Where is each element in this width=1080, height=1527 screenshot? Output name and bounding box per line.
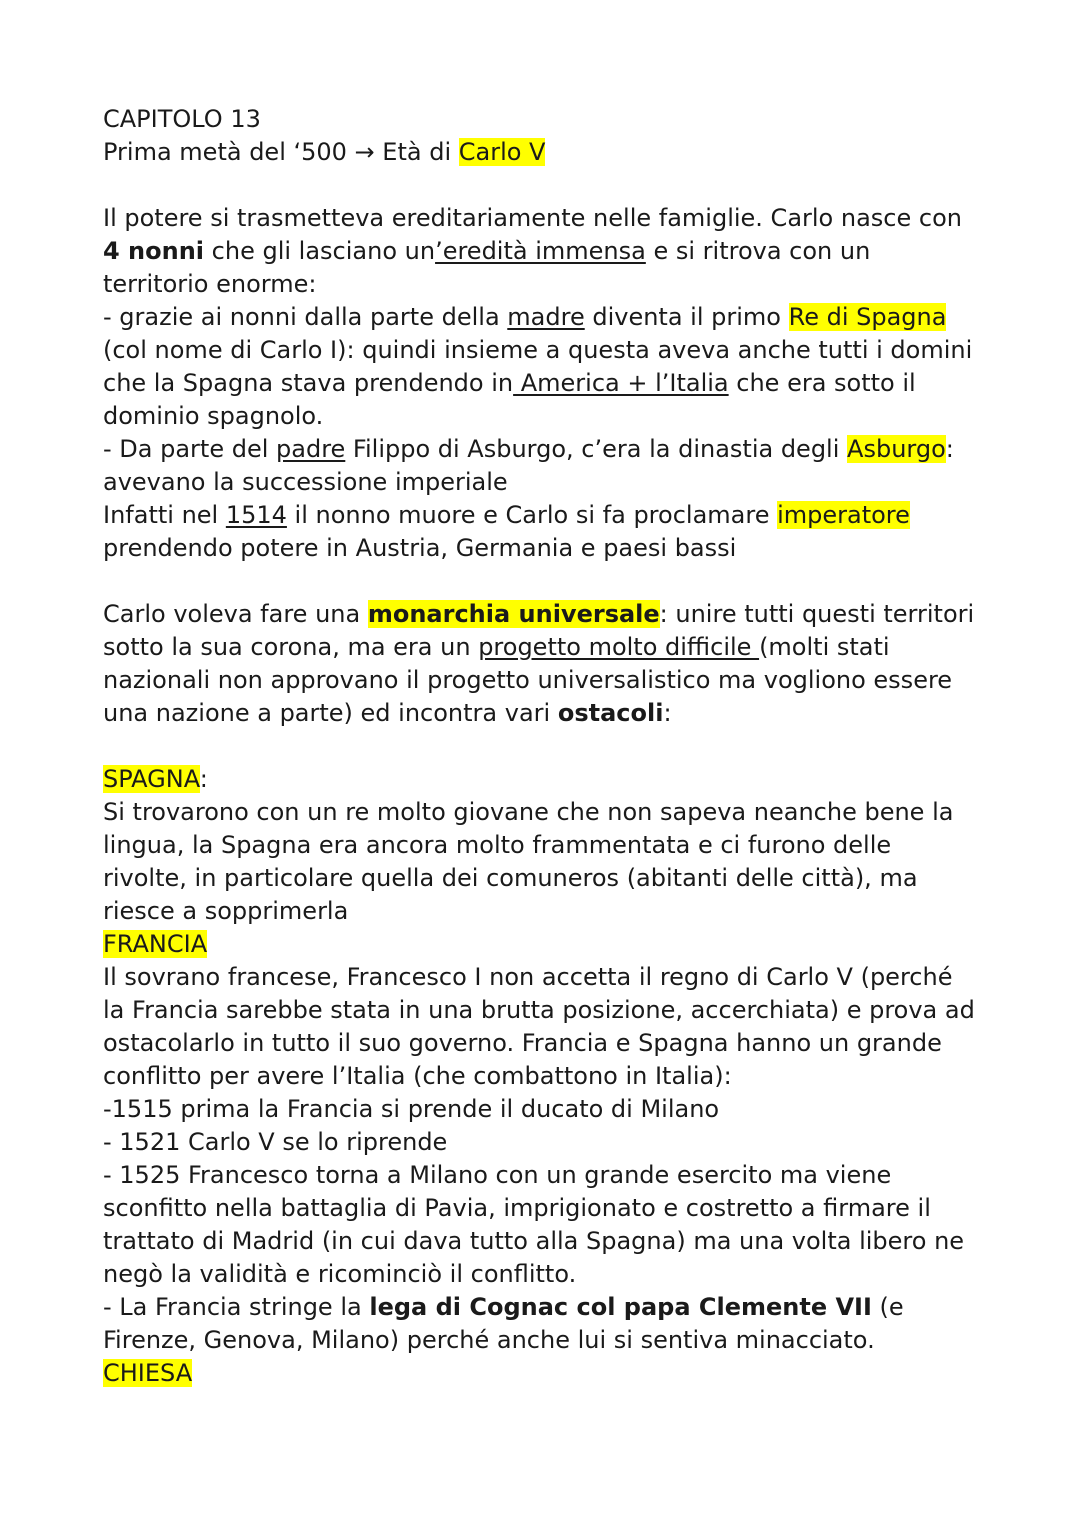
- text-line: rivolte, in particolare quella dei comuneros (abitanti delle città), ma: [103, 864, 918, 892]
- spacer: [103, 169, 1023, 202]
- text-line: ostacolarlo in tutto il suo governo. Francia e Spagna hanno un grande: [103, 1029, 942, 1057]
- highlighted-text: SPAGNA: [103, 765, 200, 793]
- underlined-text: padre: [276, 435, 346, 463]
- text-line: riesce a sopprimerla: [103, 897, 349, 925]
- bold-text: lega di Cognac col papa Clemente VII: [369, 1293, 872, 1321]
- text-line: Infatti nel 1514 il nonno muore e Carlo si fa proclamare imperatore: [103, 501, 910, 529]
- section-heading-chiesa: [103, 1357, 1023, 1390]
- text-line: avevano la successione imperiale: [103, 468, 508, 496]
- text-line: la Francia sarebbe stata in una brutta posizione, accerchiata) e prova ad: [103, 996, 975, 1024]
- title-highlight: Carlo V: [458, 138, 546, 166]
- highlighted-text: Re di Spagna: [788, 303, 947, 331]
- text-line: prendendo potere in Austria, Germania e paesi bassi: [103, 534, 737, 562]
- text-line: negò la validità e ricominciò il conflitto.: [103, 1260, 577, 1288]
- spacer: [103, 730, 1023, 763]
- text-line: (col nome di Carlo I): quindi insieme a questa aveva anche tutti i domini: [103, 336, 973, 364]
- text-line: -1515 prima la Francia si prende il ducato di Milano: [103, 1095, 720, 1123]
- bold-text: 4 nonni: [103, 237, 205, 265]
- title-prefix: Prima metà del ‘500 → Età di: [103, 138, 459, 166]
- text-line: - 1525 Francesco torna a Milano con un grande esercito ma viene: [103, 1161, 892, 1189]
- text-line: Firenze, Genova, Milano) perché anche lui si sentiva minacciato.: [103, 1326, 875, 1354]
- text-line: - La Francia stringe la lega di Cognac col papa Clemente VII (e: [103, 1293, 904, 1321]
- text-line: territorio enorme:: [103, 270, 317, 298]
- text-line: lingua, la Spagna era ancora molto frammentata e ci furono delle: [103, 831, 892, 859]
- text-line: Il sovrano francese, Francesco I non accetta il regno di Carlo V (perché: [103, 963, 953, 991]
- highlighted-text: FRANCIA: [103, 930, 208, 958]
- bold-text: ostacoli: [557, 699, 664, 727]
- text-line: dominio spagnolo.: [103, 402, 324, 430]
- section-heading-spagna: SPAGNA:: [103, 765, 208, 793]
- text-line: Si trovarono con un re molto giovane che non sapeva neanche bene la: [103, 798, 954, 826]
- highlighted-text: CHIESA: [103, 1359, 193, 1387]
- text-line: - 1521 Carlo V se lo riprende: [103, 1128, 448, 1156]
- text-line: sconfitto nella battaglia di Pavia, imprigionato e costretto a firmare il: [103, 1194, 931, 1222]
- text-line: nazionali non approvano il progetto universalistico ma vogliono essere: [103, 666, 953, 694]
- text-line: che la Spagna stava prendendo in America + l’Italia che era sotto il: [103, 369, 916, 397]
- document-page: [103, 103, 1023, 1390]
- text-line: trattato di Madrid (in cui dava tutto alla Spagna) ma una volta libero ne: [103, 1227, 965, 1255]
- text-line: 4 nonni che gli lasciano un’eredità immensa e si ritrova con un: [103, 237, 871, 265]
- text-line: Carlo voleva fare una monarchia universale: unire tutti questi territori: [103, 600, 975, 628]
- text-line: - grazie ai nonni dalla parte della madre diventa il primo Re di Spagna: [103, 303, 947, 331]
- underlined-text: 1514: [225, 501, 287, 529]
- chapter-heading: CAPITOLO 13: [103, 105, 261, 133]
- highlighted-text: imperatore: [777, 501, 910, 529]
- text-line: - Da parte del padre Filippo di Asburgo, c’era la dinastia degli Asburgo:: [103, 435, 954, 463]
- section-heading-francia: [103, 928, 1023, 961]
- text-line: una nazione a parte) ed incontra vari ostacoli:: [103, 699, 672, 727]
- spacer: [103, 565, 1023, 598]
- underlined-text: madre: [507, 303, 585, 331]
- text-line: sotto la sua corona, ma era un progetto molto difficile (molti stati: [103, 633, 890, 661]
- chapter-title: [103, 136, 1023, 169]
- text-line: Il potere si trasmetteva ereditariamente nelle famiglie. Carlo nasce con: [103, 204, 962, 232]
- highlighted-bold-text: monarchia universale: [367, 600, 660, 628]
- underlined-text: progetto molto difficile: [478, 633, 760, 661]
- underlined-text: ’eredità immensa: [435, 237, 646, 265]
- underlined-text: America + l’Italia: [513, 369, 729, 397]
- highlighted-text: Asburgo: [847, 435, 946, 463]
- text-line: conflitto per avere l’Italia (che combattono in Italia):: [103, 1062, 732, 1090]
